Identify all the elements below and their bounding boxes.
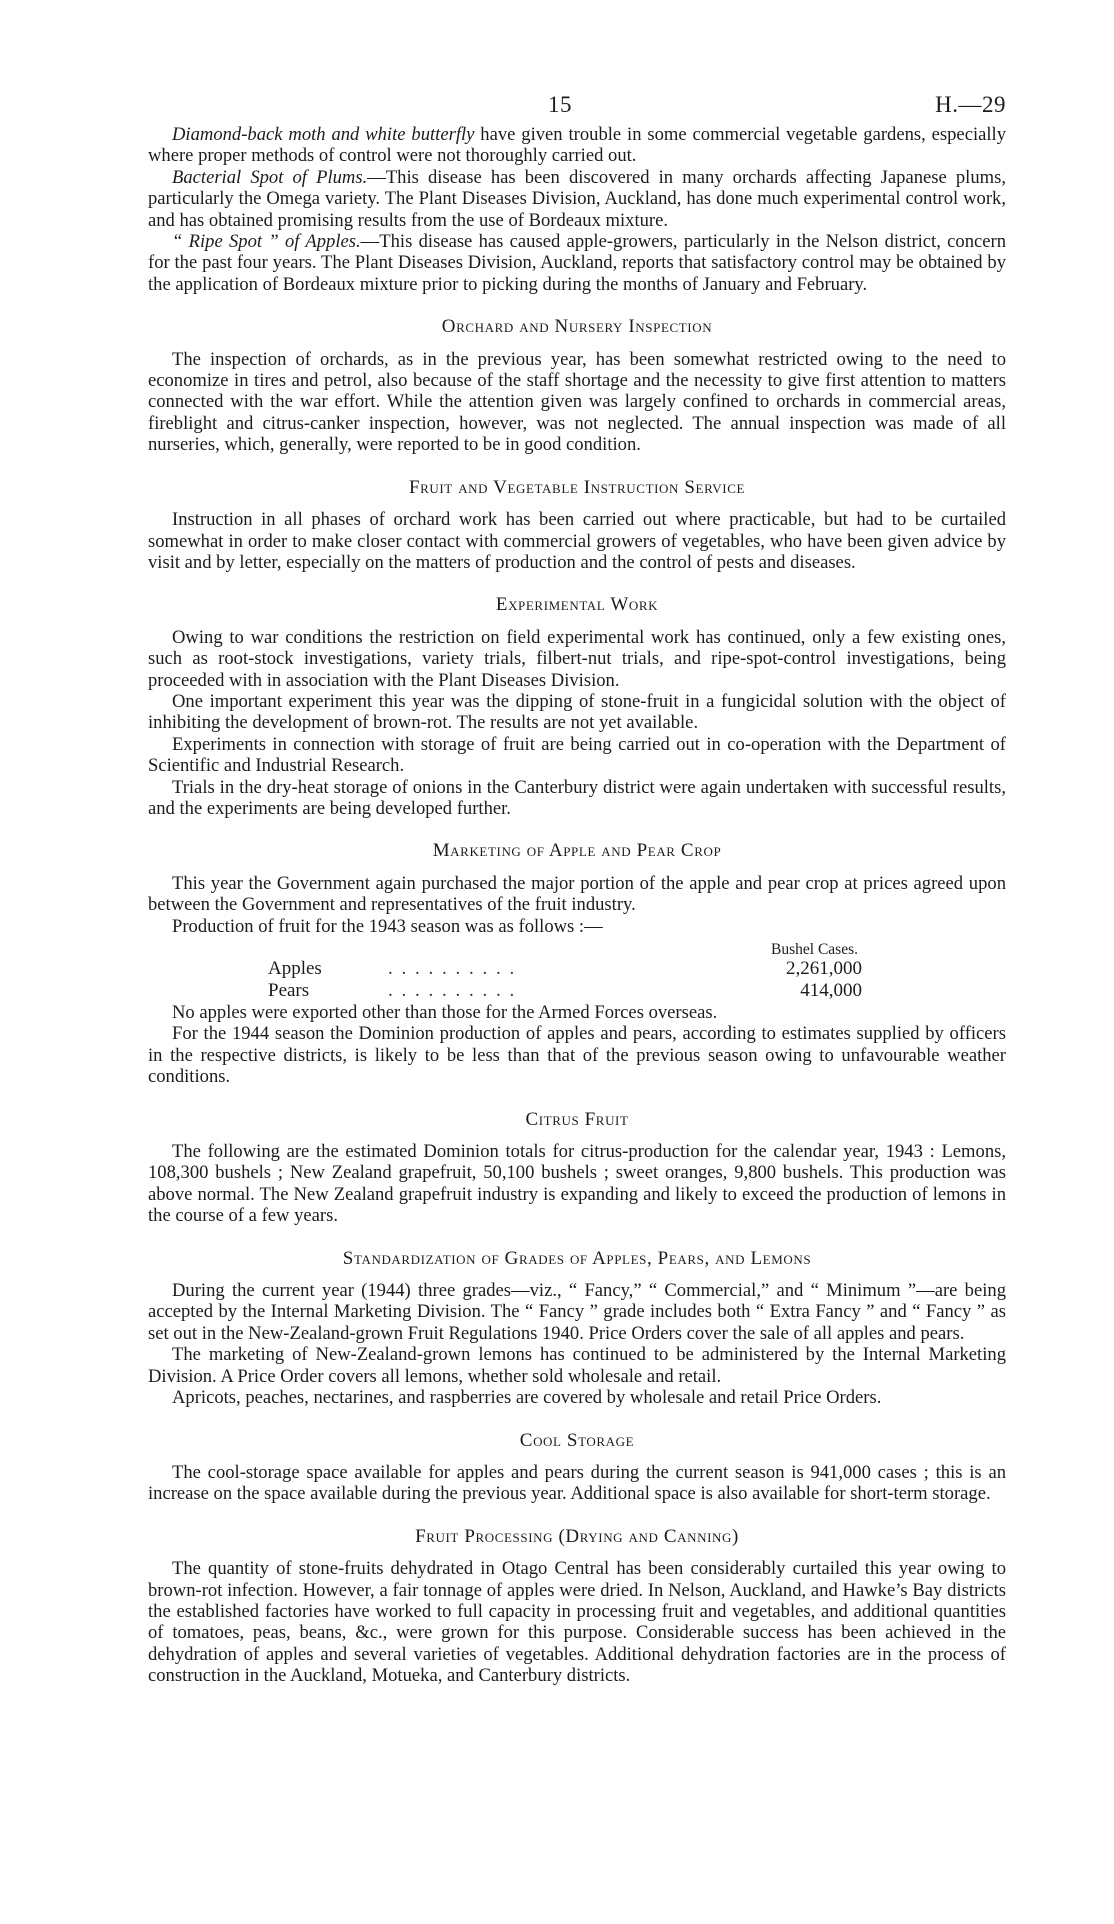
body-paragraph: For the 1944 season the Dominion production of apples and pears, according to estimates supplied by officers in the respective districts, is likely to be less than that of the previous season owing to unfavourable weather conditions. bbox=[148, 1023, 1006, 1088]
section-heading: Orchard and Nursery Inspection bbox=[441, 316, 713, 338]
leader-dots: . . . . . . . . . . bbox=[388, 980, 517, 1001]
table-row-value: 2,261,000 bbox=[786, 958, 862, 979]
intro-lead: “ Ripe Spot ” of Apples. bbox=[172, 231, 361, 253]
body-paragraph: The cool-storage space available for apples and pears during the current season is 941,000 cases ; this is an increase on the space available during the previous year. Additional space is also available for short-term storage. bbox=[148, 1461, 1006, 1505]
intro-text: —This disease has caused apple-growers, particularly in the Nelson district, concern for the past four years. The Plant Diseases Division, Auckland, reports that satisfactory control may be obtained by the application of Bordeaux mixture prior to picking during the months of January and February. bbox=[148, 231, 1007, 295]
section-heading: Fruit Processing (Drying and Canning) bbox=[415, 1525, 739, 1547]
body-paragraph: The following are the estimated Dominion totals for citrus-production for the calendar year, 1943 : Lemons, 108,300 bushels ; New Zealand grapefruit, 50,100 bushels ; sweet oranges, 9,800 bushels. This production was above normal. The New Zealand grapefruit industry is expanding and likely to exceed the production of lemons in the course of a few years. bbox=[148, 1141, 1006, 1227]
table-row-value: 414,000 bbox=[800, 980, 862, 1001]
table-row-label: Apples bbox=[268, 958, 322, 979]
intro-lead: Bacterial Spot of Plums. bbox=[172, 166, 368, 188]
leader-dots: . . . . . . . . . . bbox=[388, 958, 517, 979]
body-paragraph: Production of fruit for the 1943 season was as follows :— bbox=[172, 915, 603, 937]
intro-text: —This disease has been discovered in many orchards affecting Japanese plums, particularly the Omega variety. The Plant Diseases Division, Auckland, has done much experimental control work, and has obtained promising results from the use of Bordeaux mixture. bbox=[148, 166, 1006, 231]
table-row bbox=[268, 958, 862, 980]
body-paragraph: One important experiment this year was the dipping of stone-fruit in a fungicidal solution with the object of inhibiting the development of brown-rot. The results are not yet available. bbox=[148, 690, 1006, 734]
page-number: 15 bbox=[548, 92, 572, 117]
section-heading: Marketing of Apple and Pear Crop bbox=[432, 840, 722, 862]
intro-paragraph bbox=[148, 124, 1006, 167]
section-heading: Citrus Fruit bbox=[525, 1108, 629, 1130]
body-paragraph: No apples were exported other than those for the Armed Forces overseas. bbox=[172, 1002, 718, 1023]
body-paragraph: The inspection of orchards, as in the previous year, has been somewhat restricted owing to the need to economize in tires and petrol, also because of the staff shortage and the necessity to give first attention to matters connected with the war effort. While the attention given was largely confined to orchards in commercial areas, fireblight and citrus-canker inspection, however, was not neglected. The annual inspection was made of all nurseries, which, generally, were reported to be in good condition. bbox=[148, 348, 1006, 456]
section-heading: Experimental Work bbox=[495, 594, 659, 616]
intro-paragraph bbox=[148, 231, 1006, 295]
body-paragraph: This year the Government again purchased the major portion of the apple and pear crop at prices agreed upon between the Government and representatives of the fruit industry. bbox=[148, 872, 1006, 916]
body-paragraph: The quantity of stone-fruits dehydrated in Otago Central has been considerably curtailed this year owing to brown-rot infection. However, a fair tonnage of apples were dried. In Nelson, Auckland, and Hawke’s Bay districts the established factories have worked to full capacity in processing fruit and vegetables, and additional quantities of tomatoes, peas, beans, &c., were grown for this purpose. Considerable success has been achieved in the dehydration of apples and several varieties of vegetables. Additional dehydration factories are in the process of construction in the Auckland, Motueka, and Canterbury districts. bbox=[148, 1558, 1006, 1687]
body-paragraph: Apricots, peaches, nectarines, and raspberries are covered by wholesale and retail Price Orders. bbox=[172, 1387, 882, 1409]
section-heading: Cool Storage bbox=[519, 1429, 635, 1451]
body-paragraph: The marketing of New-Zealand-grown lemons has continued to be administered by the Internal Marketing Division. A Price Order covers all lemons, whether sold wholesale and retail. bbox=[148, 1344, 1006, 1387]
intro-lead: Diamond-back moth and white butterfly bbox=[172, 124, 475, 145]
intro-paragraph bbox=[148, 167, 1006, 231]
body-paragraph: Instruction in all phases of orchard work has been carried out where practicable, but had to be curtailed somewhat in order to make closer contact with commercial growers of vegetables, who have been given advice by visit and by letter, especially on the matters of production and the control of pests and diseases. bbox=[148, 509, 1006, 573]
section-heading: Standardization of Grades of Apples, Pears, and Lemons bbox=[342, 1247, 812, 1269]
document-reference: H.—29 bbox=[935, 92, 1006, 117]
body-paragraph: Owing to war conditions the restriction on field experimental work has continued, only a few existing ones, such as root-stock investigations, variety trials, filbert-nut trials, and ripe-spot-control investigations, being proceeded with in association with the Plant Diseases Division. bbox=[148, 626, 1006, 691]
body-paragraph: During the current year (1944) three grades—viz., “ Fancy,” “ Commercial,” and “ Minimum ”—are being accepted by the Internal Marketing Division. The “ Fancy ” grade includes both “ Extra Fancy ” and “ Fancy ” as set out in the New-Zealand-grown Fruit Regulations 1940. Price Orders cover the sale of all apples and pears. bbox=[148, 1280, 1006, 1344]
table-unit-header: Bushel Cases. bbox=[771, 941, 858, 958]
body-paragraph: Trials in the dry-heat storage of onions in the Canterbury district were again undertaken with successful results, and the experiments are being developed further. bbox=[148, 776, 1006, 819]
table-row-label: Pears bbox=[268, 980, 310, 1001]
section-heading: Fruit and Vegetable Instruction Service bbox=[408, 476, 746, 498]
table-row bbox=[268, 980, 862, 1002]
body-paragraph: Experiments in connection with storage of fruit are being carried out in co-operation with the Department of Scientific and Industrial Research. bbox=[148, 733, 1006, 777]
intro-text: have given trouble in some commercial vegetable gardens, especially where proper methods of control were not thoroughly carried out. bbox=[148, 124, 1006, 167]
